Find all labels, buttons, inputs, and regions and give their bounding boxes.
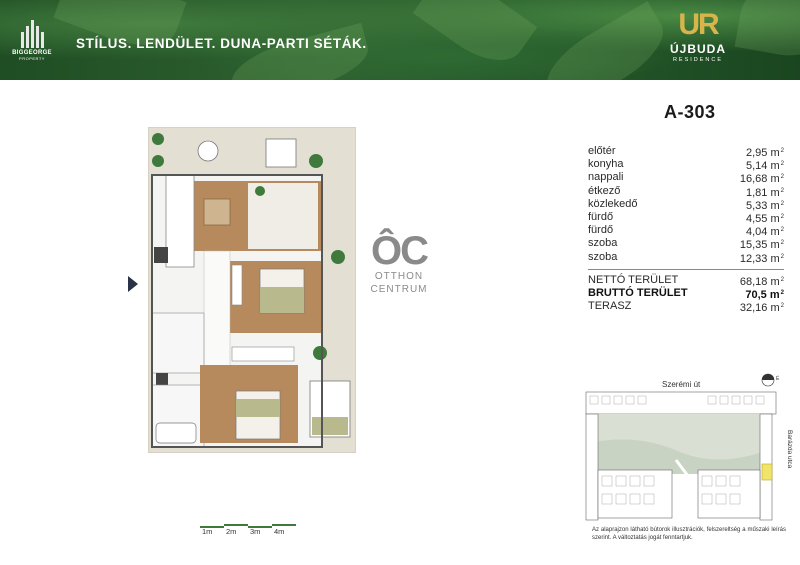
entrance-arrow-icon [128,276,138,292]
area-name: konyha [588,158,624,171]
area-name: szoba [588,250,618,263]
building-north [586,392,776,414]
area-name: NETTÓ TERÜLET [588,273,679,286]
project-logo [660,8,736,64]
project-name: ÚJBUDA [669,42,726,56]
area-row [588,224,784,237]
bed-1-blanket [260,287,304,313]
area-row [588,145,784,158]
plant-icon [255,186,265,196]
disclaimer-note: Az alaprajzon látható bútorok illusztrációk, felszereltség a műszaki leírás szerint. A változtatás jogát fenntartjuk. [592,527,786,541]
wardrobe-2 [232,347,294,361]
dining-table [204,199,230,225]
area-name: közlekedő [588,197,638,210]
header-banner [0,0,800,80]
developer-logo [12,20,52,61]
area-name: nappali [588,171,624,184]
divider [588,269,784,270]
terrace-table-icon [198,141,218,161]
plant-icon [309,154,323,168]
area-name: fürdő [588,224,614,237]
room-list [588,145,784,264]
project-sub: RESIDENCE [672,57,724,63]
area-value: 4,04 $m^2$ [746,226,784,239]
area-name: előtér [588,145,616,157]
oc-mark: ÔC [371,229,427,273]
developer-sub: PROPERTY [19,56,45,61]
project-mark: UR [678,8,718,41]
lounger-cushion [312,417,348,435]
area-row [588,158,784,171]
terrace-sofa-icon [266,139,296,167]
total-list [588,274,784,314]
area-value: 32,16 $m^2$ [739,302,784,315]
scale-label: 4m [274,527,285,536]
area-name: szoba [588,237,618,250]
bathroom-1 [152,313,204,373]
area-value: 12,33 $m^2$ [739,252,784,265]
area-row [588,251,784,264]
floor-plan [148,127,356,453]
area-row [588,237,784,250]
stove-icon [154,247,168,263]
area-row [588,274,784,287]
leaf-decoration [735,0,800,62]
area-value: 68,18 $m^2$ [739,275,784,288]
wardrobe [232,265,242,305]
street-top-label: Szerémi út [662,380,701,389]
slogan: STÍLUS. LENDÜLET. DUNA-PARTI SÉTÁK. [76,36,367,51]
area-row [588,287,784,300]
area-row [588,171,784,184]
north-label: É [776,376,780,382]
highlighted-unit [762,464,772,480]
oc-line1: OTTHON [374,271,424,282]
area-row [588,198,784,211]
area-row [588,185,784,198]
area-value: 2,95 $m^2$ [746,147,784,159]
plant-icon [152,155,164,167]
developer-name: BIGGEORGE [12,50,52,56]
otthon-centrum-watermark [368,229,430,296]
area-row [588,300,784,313]
kitchen-counter [166,175,194,267]
area-table [588,145,784,313]
area-name: TERASZ [588,300,632,313]
area-value: 5,33 $m^2$ [746,199,784,212]
plant-icon [152,133,164,145]
street-right-label: Barázda utca [786,430,793,469]
oc-line2: CENTRUM [370,284,428,295]
area-value: 70,5 $m^2$ [745,288,784,301]
area-row [588,211,784,224]
scale-label: 3m [250,527,261,536]
area-value: 16,68 $m^2$ [739,173,784,186]
bed-2-blanket [236,399,280,417]
area-value: 5,14 $m^2$ [746,160,784,173]
corridor [204,251,230,369]
plant-icon [331,250,345,264]
leaf-decoration [413,0,538,76]
scale-bar [200,518,300,538]
area-value: 1,81 $m^2$ [746,186,784,199]
apartment-id: A-303 [664,102,716,122]
scale-label: 2m [226,527,237,536]
area-name: fürdő [588,210,614,223]
building-west [586,414,598,520]
building-bars-icon [12,20,52,48]
plant-icon [313,346,327,360]
area-name: BRUTTÓ TERÜLET [588,286,688,299]
scale-label: 1m [202,527,213,536]
leaf-decoration [226,23,374,80]
area-value: 4,55 $m^2$ [746,212,784,225]
leaf-decoration [535,1,675,80]
site-map [580,372,794,522]
area-name: étkező [588,184,621,197]
area-value: 15,35 $m^2$ [739,239,784,252]
bathtub-icon [156,423,196,443]
